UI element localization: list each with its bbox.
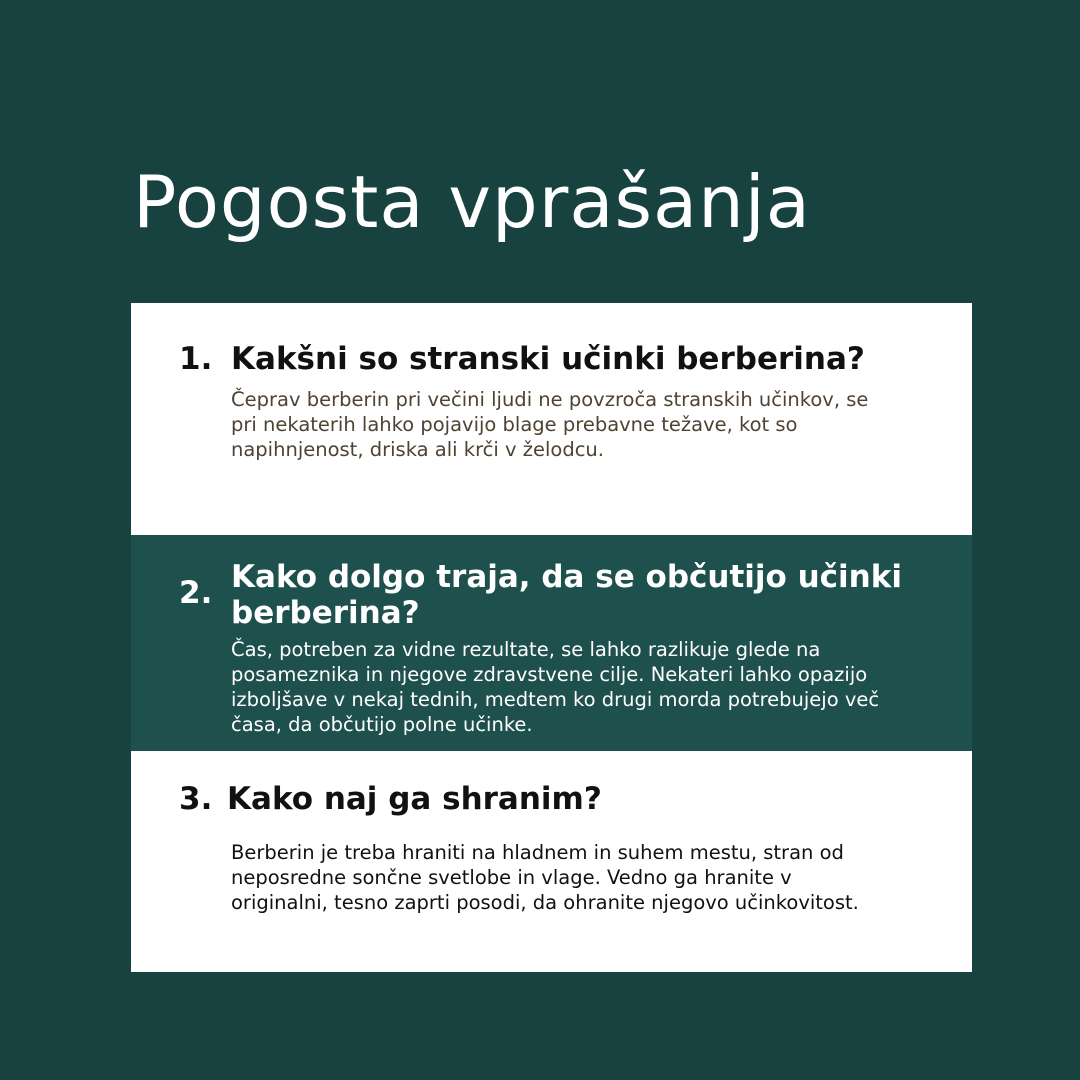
faq-answer: Čeprav berberin pri večini ljudi ne povzroča stranskih učinkov, se pri nekaterih lahko pojavijo blage prebavne težave, kot so napihnjenost, driska ali krči v želodcu. (231, 388, 869, 461)
page-title: Pogosta vprašanja (133, 160, 811, 244)
faq-number: 3. (179, 781, 213, 817)
faq-item-2 (131, 535, 972, 751)
faq-item-1 (131, 303, 972, 535)
faq-number: 2. (179, 575, 213, 611)
faq-answer: Čas, potreben za vidne rezultate, se lahko razlikuje glede na posameznika in njegove zdravstvene cilje. Nekateri lahko opazijo izboljšave v nekaj tednih, medtem ko drugi morda potrebujejo več časa, da občutijo polne učinke. (231, 638, 880, 736)
faq-question: Kakšni so stranski učinki berberina? (231, 341, 865, 377)
faq-number: 1. (179, 341, 213, 377)
faq-answer: Berberin je treba hraniti na hladnem in suhem mestu, stran od neposredne sončne svetlobe in vlage. Vedno ga hranite v originalni, tesno zaprti posodi, da ohranite njegovo učinkovitost. (231, 841, 859, 914)
faq-item-3 (131, 751, 972, 972)
faq-question: Kako dolgo traja, da se občutijo učinki berberina? (231, 559, 902, 631)
faq-question: Kako naj ga shranim? (227, 781, 602, 817)
